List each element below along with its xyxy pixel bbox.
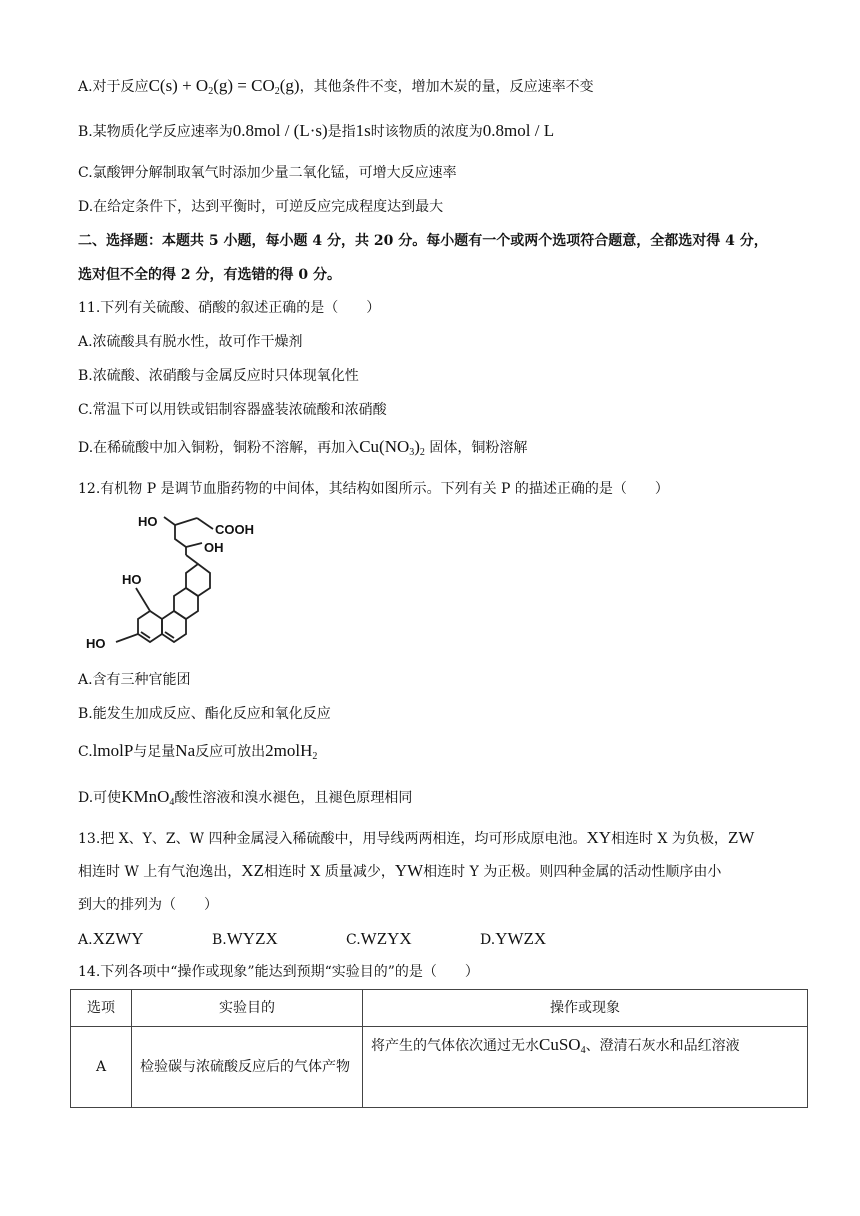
q13-option-b: B.WYZX bbox=[212, 929, 278, 948]
section2-heading-line1: 二、选择题：本题共 5 小题，每小题 4 分，共 20 分。每小题有一个或两个选项符合题意，全都选对得 4 分， bbox=[78, 233, 768, 249]
header-operation: 操作或现象 bbox=[363, 990, 808, 1027]
q11-option-b: B.浓硫酸、浓硝酸与金属反应时只体现氧化性 bbox=[78, 368, 359, 384]
q10-a-equation: $C(s) + O_2(g) = CO_2(g)$ bbox=[148, 76, 300, 97]
row-a-option: A bbox=[71, 1027, 132, 1108]
q10-option-a bbox=[78, 76, 594, 97]
table-row bbox=[71, 1027, 808, 1108]
q11-d-formula: $Cu(NO_3)_2$ bbox=[359, 437, 425, 458]
row-a-formula: CuSO$_4$ bbox=[539, 1035, 586, 1056]
q10-a-prefix: A.对于反应 bbox=[78, 79, 149, 95]
q12-option-a: A.含有三种官能团 bbox=[78, 672, 191, 688]
q12-option-b: B.能发生加成反应、酯化反应和氧化反应 bbox=[78, 706, 331, 722]
q10-option-d: D.在给定条件下，达到平衡时，可逆反应完成程度达到最大 bbox=[78, 199, 444, 215]
q12-label-ho-mid: HO bbox=[122, 572, 142, 587]
q14-table bbox=[70, 989, 808, 1108]
q12-structure-diagram bbox=[76, 506, 276, 666]
q12-option-c: C.lmolP与足量Na反应可放出2molH$_2$ bbox=[78, 741, 318, 762]
q13-option-d: D.YWZX bbox=[480, 929, 547, 948]
q10-b-rate: 0.8mol / (L·s) bbox=[232, 121, 328, 140]
q11-option-a: A.浓硫酸具有脱水性，故可作干燥剂 bbox=[78, 334, 303, 350]
q12-c-hydrogen: 2molH$_2$ bbox=[265, 741, 318, 762]
section2-heading-line2: 选对但不全的得 2 分，有选错的得 0 分。 bbox=[78, 267, 341, 283]
q11-option-d: D.在稀硫酸中加入铜粉，铜粉不溶解，再加入$Cu(NO_3)_2$ 固体，铜粉溶解 bbox=[78, 437, 528, 458]
q10-a-suffix: ，其他条件不变，增加木炭的量，反应速率不变 bbox=[299, 79, 594, 95]
q12-label-ho-bottom: HO bbox=[86, 636, 106, 651]
q13-stem-line2: 相连时 W 上有气泡逸出，XZ相连时 X 质量减少，YW相连时 Y 为正极。则四种金属的活动性顺序由小 bbox=[78, 861, 722, 880]
q12-stem: 12.有机物 P 是调节血脂药物的中间体，其结构如图所示。下列有关 P 的描述正确的是（ ） bbox=[78, 481, 669, 497]
q10-b-concentration: 0.8mol / L bbox=[482, 121, 555, 140]
q13-stem-line3: 到大的排列为（ ） bbox=[78, 897, 218, 913]
header-option: 选项 bbox=[71, 990, 132, 1027]
q11-stem: 11.下列有关硫酸、硝酸的叙述正确的是（ ） bbox=[78, 300, 381, 316]
q12-label-ho-top: HO bbox=[138, 514, 158, 529]
q13-option-a: A.XZWY bbox=[78, 929, 144, 948]
q12-option-d: D.可使KMnO$_4$酸性溶液和溴水褪色，且褪色原理相同 bbox=[78, 787, 413, 808]
q12-label-cooh: COOH bbox=[215, 522, 254, 537]
q10-option-c: C.氯酸钾分解制取氧气时添加少量二氧化锰，可增大反应速率 bbox=[78, 165, 457, 181]
table-header-row bbox=[71, 990, 808, 1027]
q13-stem-line1: 13.把 X、Y、Z、W 四种金属浸入稀硫酸中，用导线两两相连，均可形成原电池。XY相连时 X 为负极，ZW bbox=[78, 828, 755, 847]
row-a-operation: 将产生的气体依次通过无水CuSO$_4$、澄清石灰水和品红溶液 bbox=[363, 1027, 808, 1108]
header-purpose: 实验目的 bbox=[132, 990, 363, 1027]
row-a-purpose: 检验碳与浓硫酸反应后的气体产物 bbox=[132, 1027, 363, 1108]
q12-d-formula: KMnO$_4$ bbox=[121, 787, 175, 808]
q11-option-c: C.常温下可以用铁或铝制容器盛装浓硫酸和浓硝酸 bbox=[78, 402, 387, 418]
q10-option-b: B.某物质化学反应速率为0.8mol / (L·s)是指1s时该物质的浓度为0.8mol / L bbox=[78, 121, 555, 140]
q14-stem: 14.下列各项中“操作或现象”能达到预期“实验目的”的是（ ） bbox=[78, 964, 479, 980]
q12-label-oh: OH bbox=[204, 540, 224, 555]
q13-option-c: C.WZYX bbox=[346, 929, 412, 948]
